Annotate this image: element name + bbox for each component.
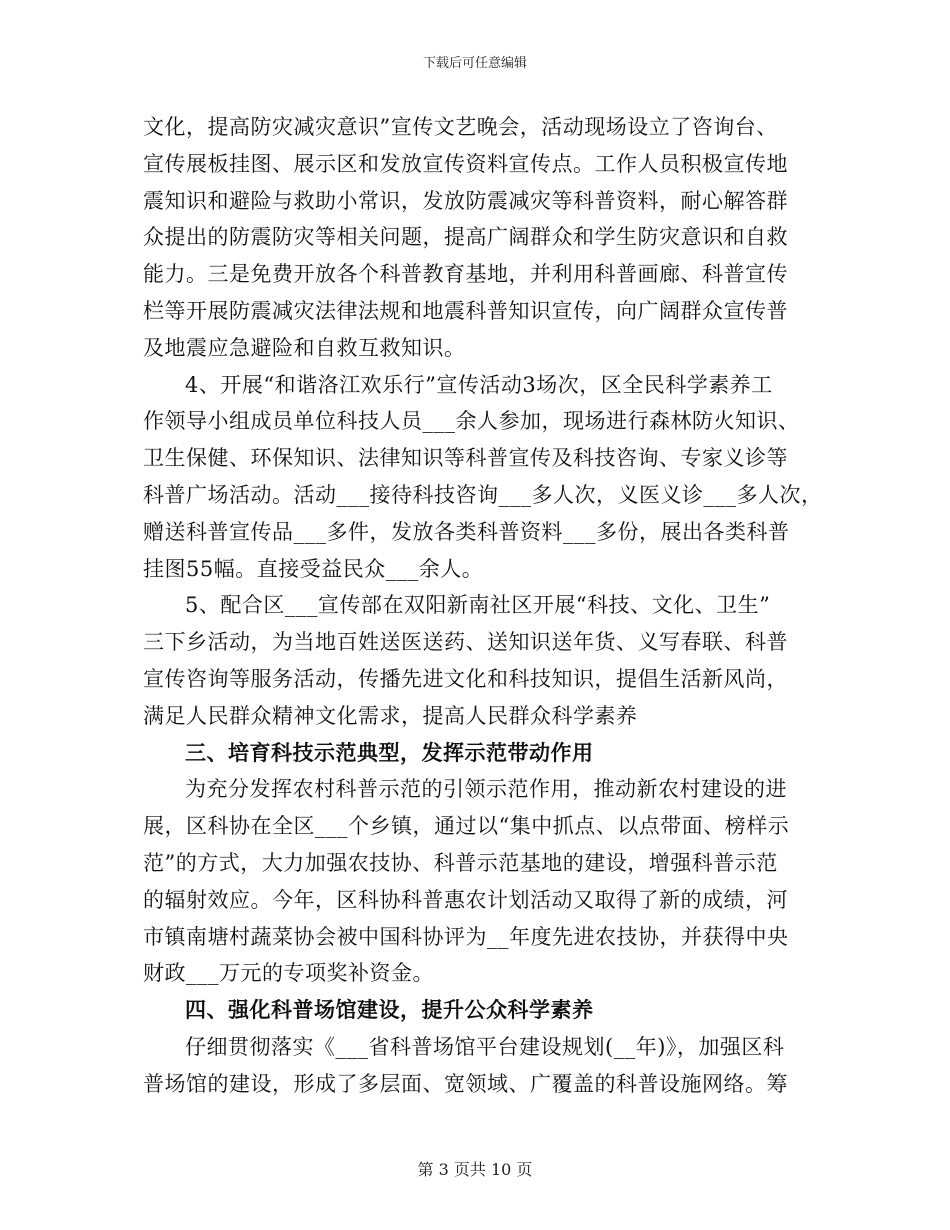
body-text-line: 普场馆的建设，形成了多层面、宽领域、广覆盖的科普设施网络。筹 bbox=[143, 1071, 788, 1096]
body-text-line: 震知识和避险与救助小常识，发放防震减灾等科普资料，耐心解答群 bbox=[143, 188, 788, 213]
body-text-line: 仔细贯彻落实《___省科普场馆平台建设规划(__年)》，加强区科 bbox=[185, 1034, 785, 1059]
body-text-line: 宣传咨询等服务活动，传播先进文化和科技知识，提倡生活新风尚， bbox=[143, 666, 788, 691]
body-text-line: 栏等开展防震减灾法律法规和地震科普知识宣传，向广阔群众宣传普 bbox=[143, 298, 788, 323]
body-text-line: 5、配合区___宣传部在双阳新南社区开展“科技、文化、卫生” bbox=[185, 593, 771, 618]
body-text-line: 能力。三是免费开放各个科普教育基地，并利用科普画廊、科普宣传 bbox=[143, 262, 788, 287]
body-text-line: 满足人民群众精神文化需求，提高人民群众科学素养 bbox=[143, 703, 638, 728]
section-heading: 三、培育科技示范典型，发挥示范带动作用 bbox=[185, 739, 594, 765]
body-text-line: 三下乡活动，为当地百姓送医送药、送知识送年货、义写春联、科普 bbox=[143, 630, 788, 655]
body-text-line: 卫生保健、环保知识、法律知识等科普宣传及科技咨询、专家义诊等 bbox=[143, 446, 788, 471]
body-text-line: 及地震应急避险和自救互救知识。 bbox=[143, 335, 466, 360]
page-header: 下载后可任意编辑 bbox=[422, 56, 527, 71]
body-text-line: 市镇南塘村蔬菜协会被中国科协评为__年度先进农技协，并获得中央 bbox=[143, 924, 789, 949]
body-text-line: 众提出的防震防灾等相关问题，提高广阔群众和学生防灾意识和自救 bbox=[143, 225, 788, 250]
body-text-line: 作领导小组成员单位科技人员___余人参加，现场进行森林防火知识、 bbox=[143, 409, 800, 434]
document-body bbox=[143, 109, 823, 1103]
body-text-line: 展，区科协在全区___个乡镇，通过以“集中抓点、以点带面、榜样示 bbox=[143, 814, 790, 839]
body-text-line: 挂图55幅。直接受益民众___余人。 bbox=[143, 556, 484, 581]
body-text-line: 的辐射效应。今年，区科协科普惠农计划活动又取得了新的成绩，河 bbox=[143, 887, 788, 912]
body-text-line: 文化，提高防灾减灾意识”宣传文艺晚会，活动现场设立了咨询台、 bbox=[143, 115, 778, 139]
body-text-line: 4、开展“和谐洛江欢乐行”宣传活动3场次，区全民科学素养工 bbox=[185, 372, 773, 397]
page-footer: 第 3 页共 10 页 bbox=[417, 1160, 533, 1179]
body-text-line: 科普广场活动。活动___接待科技咨询___多人次，义医义诊___多人次， bbox=[143, 482, 823, 507]
section-heading: 四、强化科普场馆建设，提升公众科学素养 bbox=[185, 997, 594, 1023]
body-text-line: 财政___万元的专项奖补资金。 bbox=[143, 961, 434, 986]
body-text-line: 范”的方式，大力加强农技协、科普示范基地的建设，增强科普示范 bbox=[143, 850, 778, 875]
body-text-line: 宣传展板挂图、展示区和发放宣传资料宣传点。工作人员积极宣传地 bbox=[143, 151, 788, 176]
body-text-line: 赠送科普宣传品___多件，发放各类科普资料___多份，展出各类科普 bbox=[143, 519, 790, 544]
body-text-line: 为充分发挥农村科普示范的引领示范作用，推动新农村建设的进 bbox=[185, 777, 787, 802]
